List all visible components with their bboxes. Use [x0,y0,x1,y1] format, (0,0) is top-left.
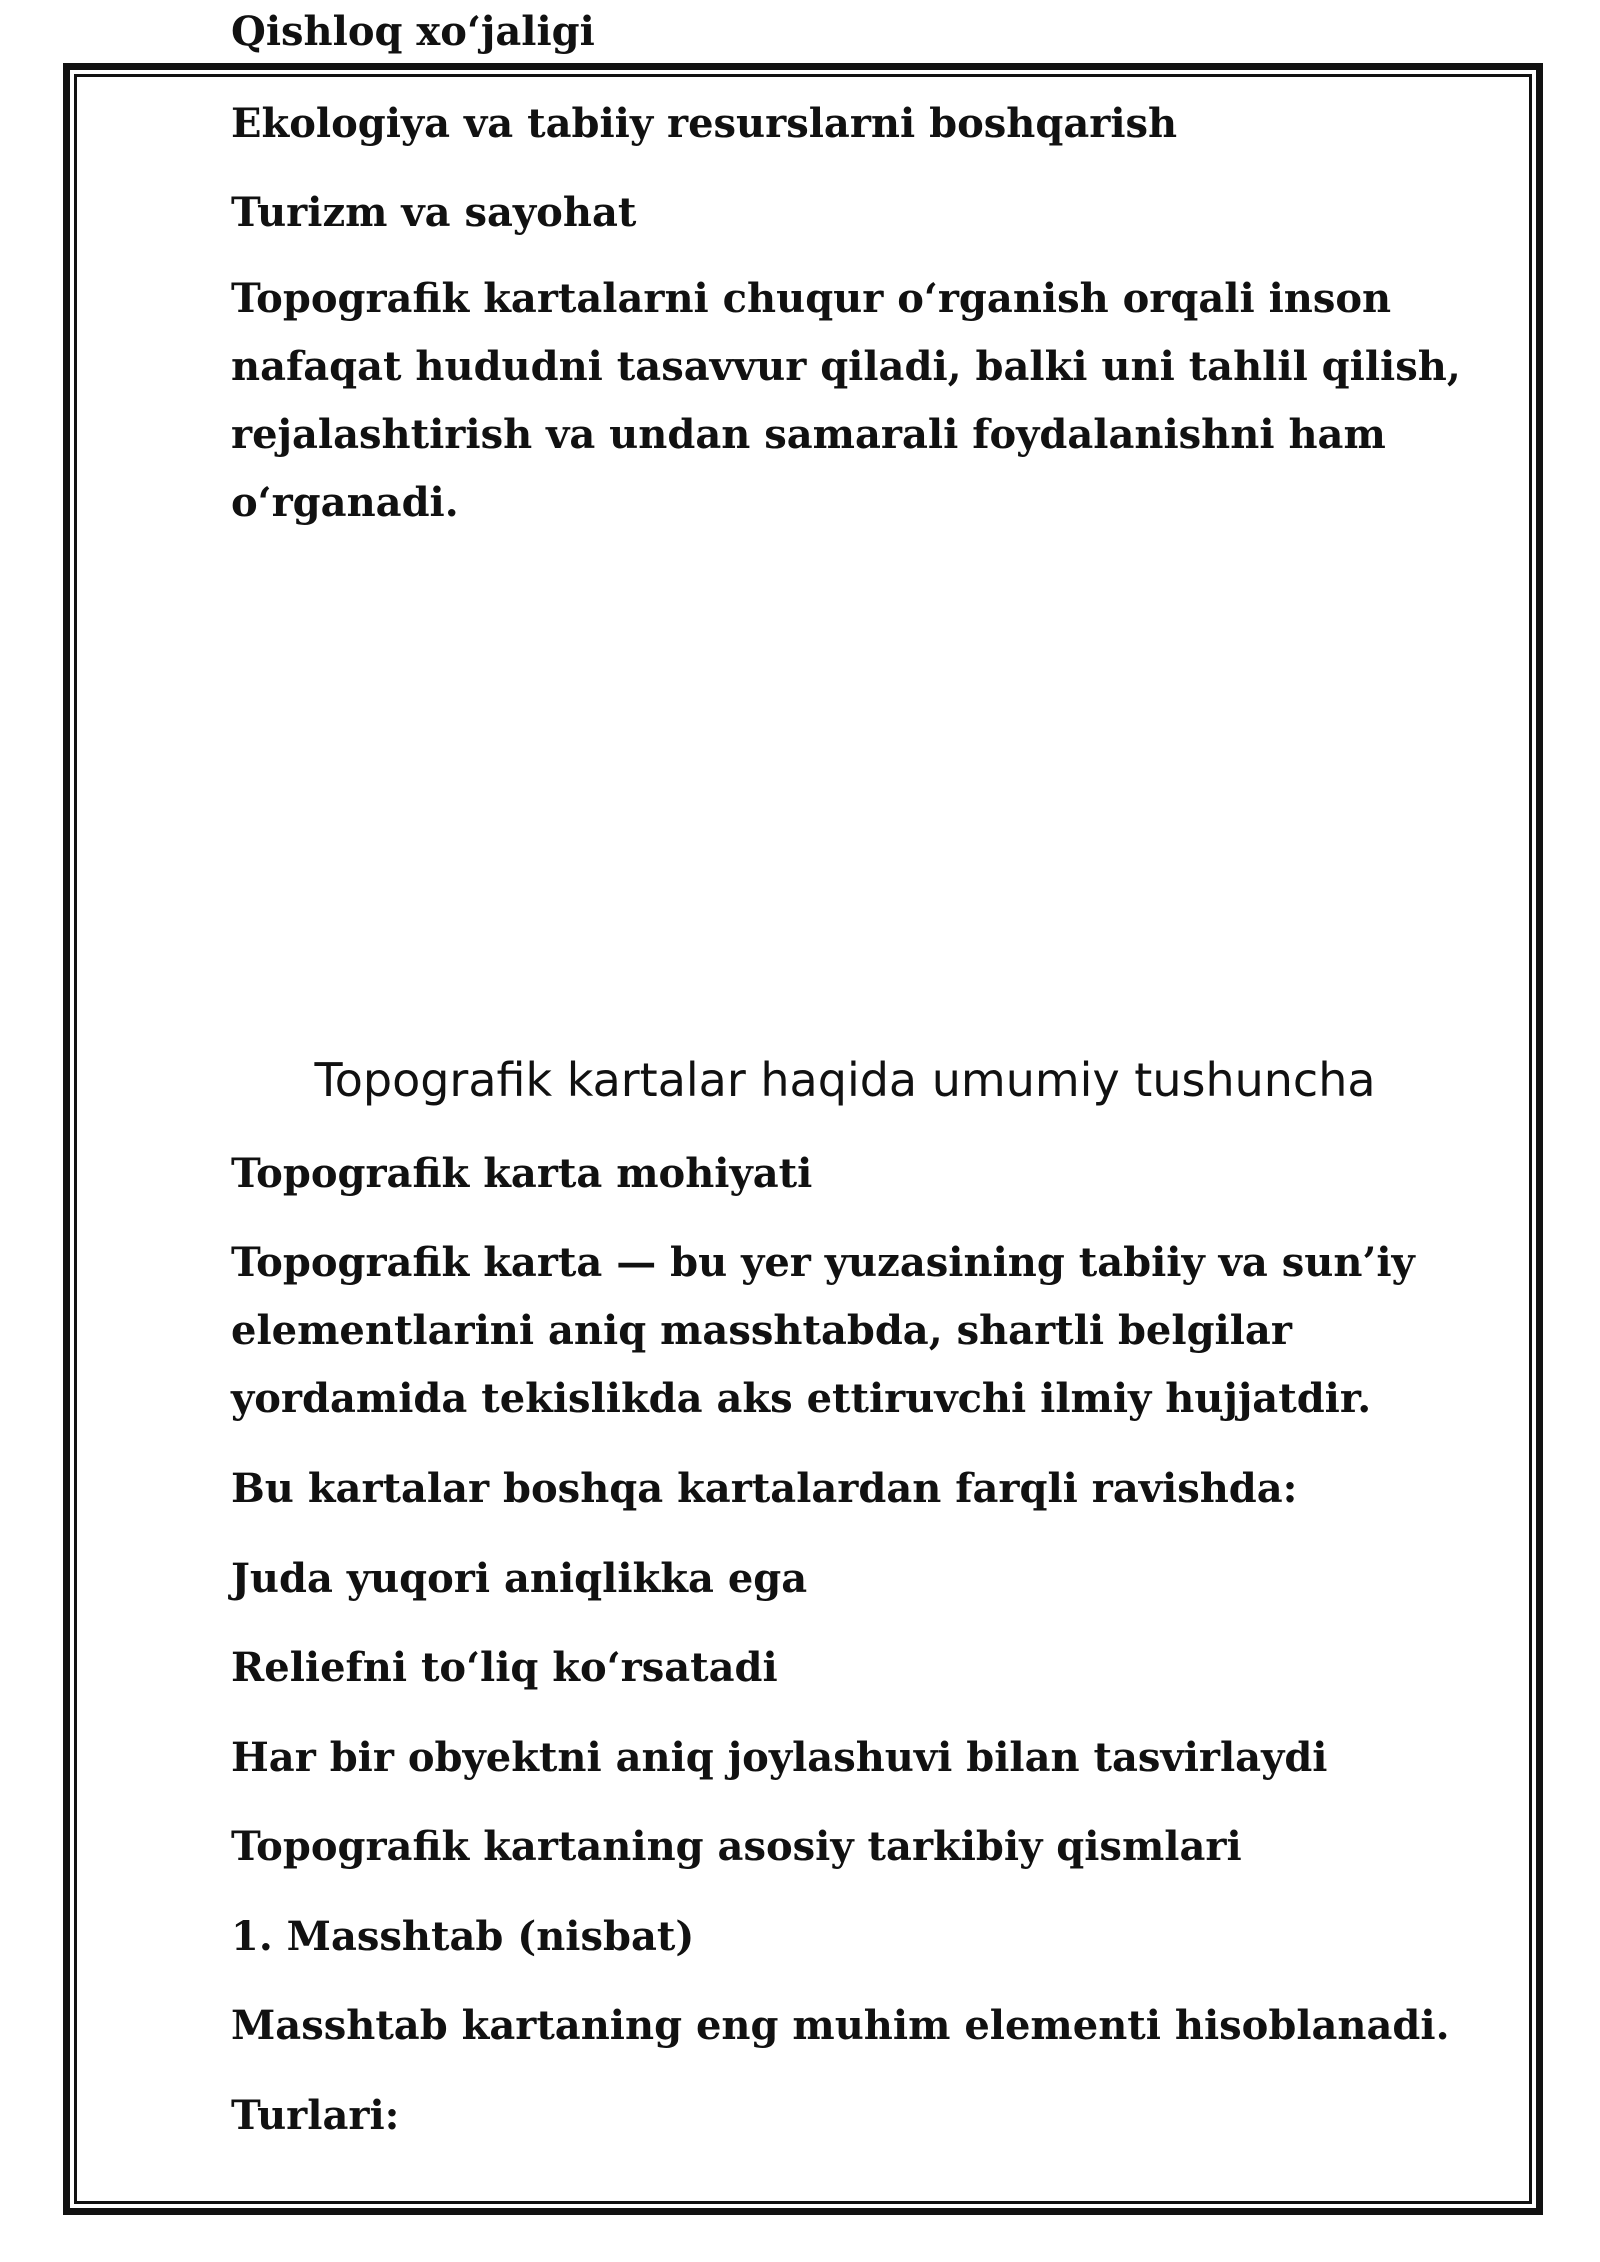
carryover-line: Qishloq xo‘jaligi [231,8,595,55]
scale-title: 1. Masshtab (nisbat) [231,1913,695,1960]
types-label: Turlari: [231,2092,400,2139]
section-heading: Topografik kartalar haqida umumiy tushuncha [314,1053,1376,1107]
feature-item-relief: Reliefni to‘liq ko‘rsatadi [231,1644,778,1691]
summary-paragraph: Topografik kartalarni chuqur o‘rganish orqali inson nafaqat hududni tasavvur qiladi, balki uni tahlil qilish, rejalashtirish va undan samarali foydalanishni ham o‘rganadi. [231,275,1461,526]
components-title: Topografik kartaning asosiy tarkibiy qismlari [231,1823,1242,1870]
feature-item-accuracy: Juda yuqori aniqlikka ega [231,1555,808,1602]
feature-item-location: Har bir obyektni aniq joylashuvi bilan tasvirlaydi [231,1734,1328,1781]
list-item-ecology: Ekologiya va tabiiy resurslarni boshqarish [231,100,1178,147]
list-item-tourism: Turizm va sayohat [231,189,637,236]
intro-line: Bu kartalar boshqa kartalardan farqli ravishda: [231,1465,1298,1512]
subheading-essence: Topografik karta mohiyati [231,1150,813,1197]
definition-paragraph: Topografik karta — bu yer yuzasining tabiiy va sun’iy elementlarini aniq masshtabda, shartli belgilar yordamida tekislikda aks ettiruvchi ilmiy hujjatdir. [231,1239,1415,1422]
scale-text: Masshtab kartaning eng muhim elementi hisoblanadi. [231,2002,1450,2049]
